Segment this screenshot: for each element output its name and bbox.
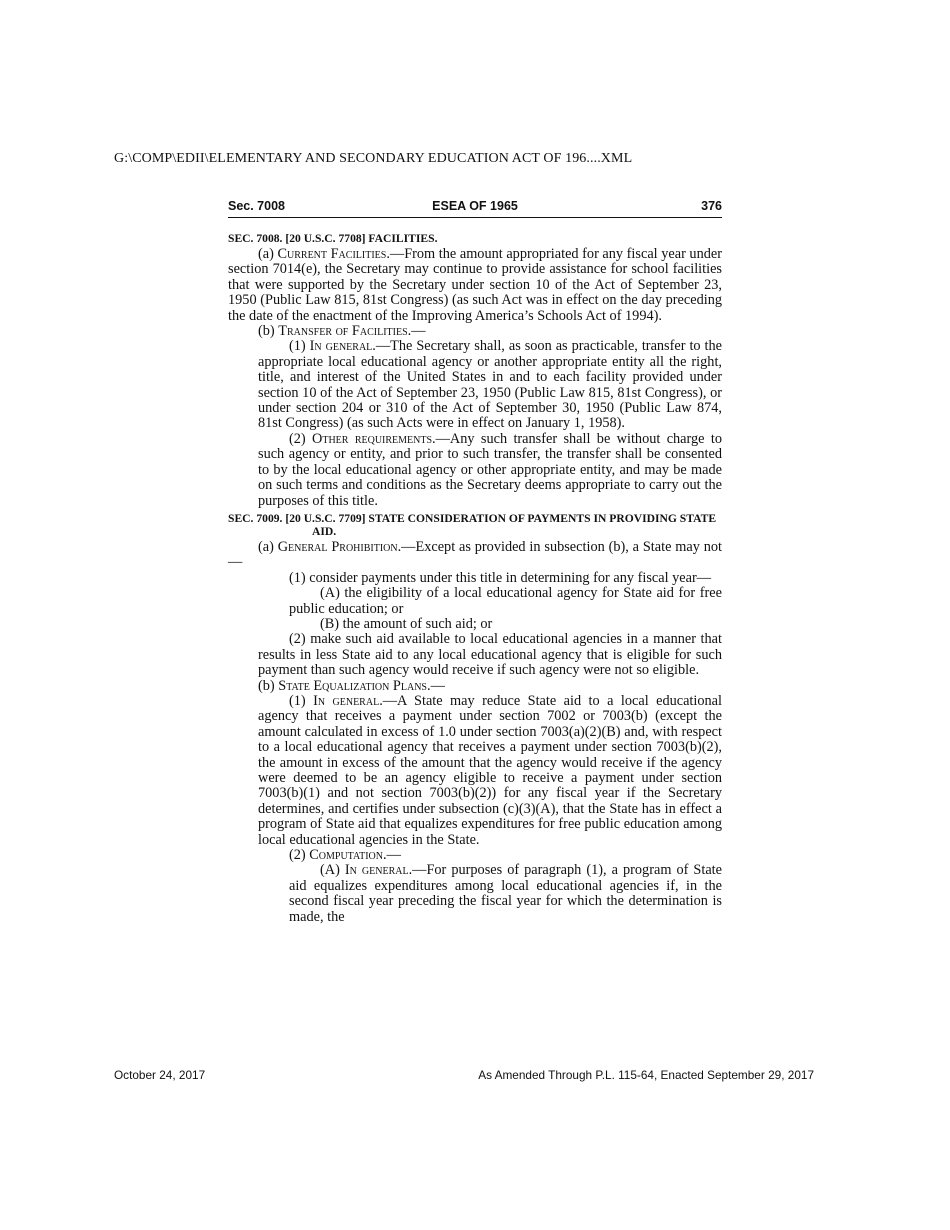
file-path-header: G:\COMP\EDII\ELEMENTARY AND SECONDARY EDUCATION ACT OF 196....XML [114,151,633,166]
sec7009-paragraph-a2: (2) make such aid available to local educational agencies in a manner that results in less State aid to any local educational agency that is eligible for such payment than such agency would receive if such agency were not so eligible. [258,631,722,679]
page-number: 376 [701,199,722,213]
section-7009-heading: SEC. 7009. [20 U.S.C. 7709] STATE CONSIDERATION OF PAYMENTS IN PROVIDING STATE AID. [228,511,717,538]
sec7009-subsection-a: (a) General Prohibition.—Except as provided in subsection (b), a State may not— [228,538,722,571]
footer-amended-note: As Amended Through P.L. 115-64, Enacted September 29, 2017 [478,1068,814,1082]
sec7008-paragraph-b1: (1) In general.—The Secretary shall, as soon as practicable, transfer to the appropriate local educational agency or another appropriate entity all the right, title, and interest of the United States in and to each facility provided under section 10 of the Act of September 23, 1950 (Public Law 815, 81st Congress), or under section 204 or 310 of the Act of September 30, 1950 (Public Law 874, 81st Congress) (as such Acts were in effect on January 1, 1958). [258,338,723,432]
sec7009-subparagraph-b2A: (A) In general.—For purposes of paragraph (1), a program of State aid equalizes expenditures among local educational agencies if, in the second fiscal year preceding the fiscal year for which the determination is made, the [289,862,723,925]
running-header [228,198,722,218]
section-number: Sec. 7008 [228,199,285,213]
sec7009-subparagraph-a1B: (B) the amount of such aid; or [320,615,493,632]
sec7009-subsection-b: (b) State Equalization Plans.— [258,677,445,694]
footer-date: October 24, 2017 [114,1068,206,1082]
section-7008-heading: SEC. 7008. [20 U.S.C. 7708] FACILITIES. [228,232,438,245]
sec7009-paragraph-b1: (1) In general.—A State may reduce State aid to a local educational agency that receives a payment under section 7002 or 7003(b) (except the amount calculated in excess of 1.0 under section 7003(a)(2)(B) and, with respect to a local educational agency that receives a payment under section 7003(b)(2), the amount in excess of the amount that the agency would receive if the agency were deemed to be an agency eligible to receive a payment under section 7003(b)(1) and not section 7003(b)(2)) for any fiscal year if the Secretary determines, and certifies under subsection (c)(3)(A), that the State has in effect a program of State aid that equalizes expenditures for free public education among local educational agencies in the State. [258,692,722,848]
sec7008-subsection-a: (a) Current Facilities.—From the amount appropriated for any fiscal year under section 7014(e), the Secretary may continue to provide assistance for school facilities that were supported by the Secretary under section 10 of the Act of September 23, 1950 (Public Law 815, 81st Congress) (as such Act was in effect on the day preceding the date of the enactment of the Improving America’s Schools Act of 1994). [228,246,722,324]
page-body [228,232,722,925]
sec7009-subparagraph-a1A: (A) the eligibility of a local educational agency for State aid for free public education; or [289,585,722,617]
sec7009-paragraph-a1: (1) consider payments under this title in determining for any fiscal year— [289,569,712,586]
document-title: ESEA OF 1965 [432,199,518,213]
sec7008-subsection-b: (b) Transfer of Facilities.— [258,323,426,340]
sec7008-paragraph-b2: (2) Other requirements.—Any such transfer shall be without charge to such agency or entity, and prior to such transfer, the transfer shall be consented to by the local educational agency or other appropriate entity, and may be made on such terms and conditions as the Secretary deems appropriate to carry out the purposes of this title. [258,430,722,509]
sec7009-paragraph-b2: (2) Computation.— [289,847,401,864]
